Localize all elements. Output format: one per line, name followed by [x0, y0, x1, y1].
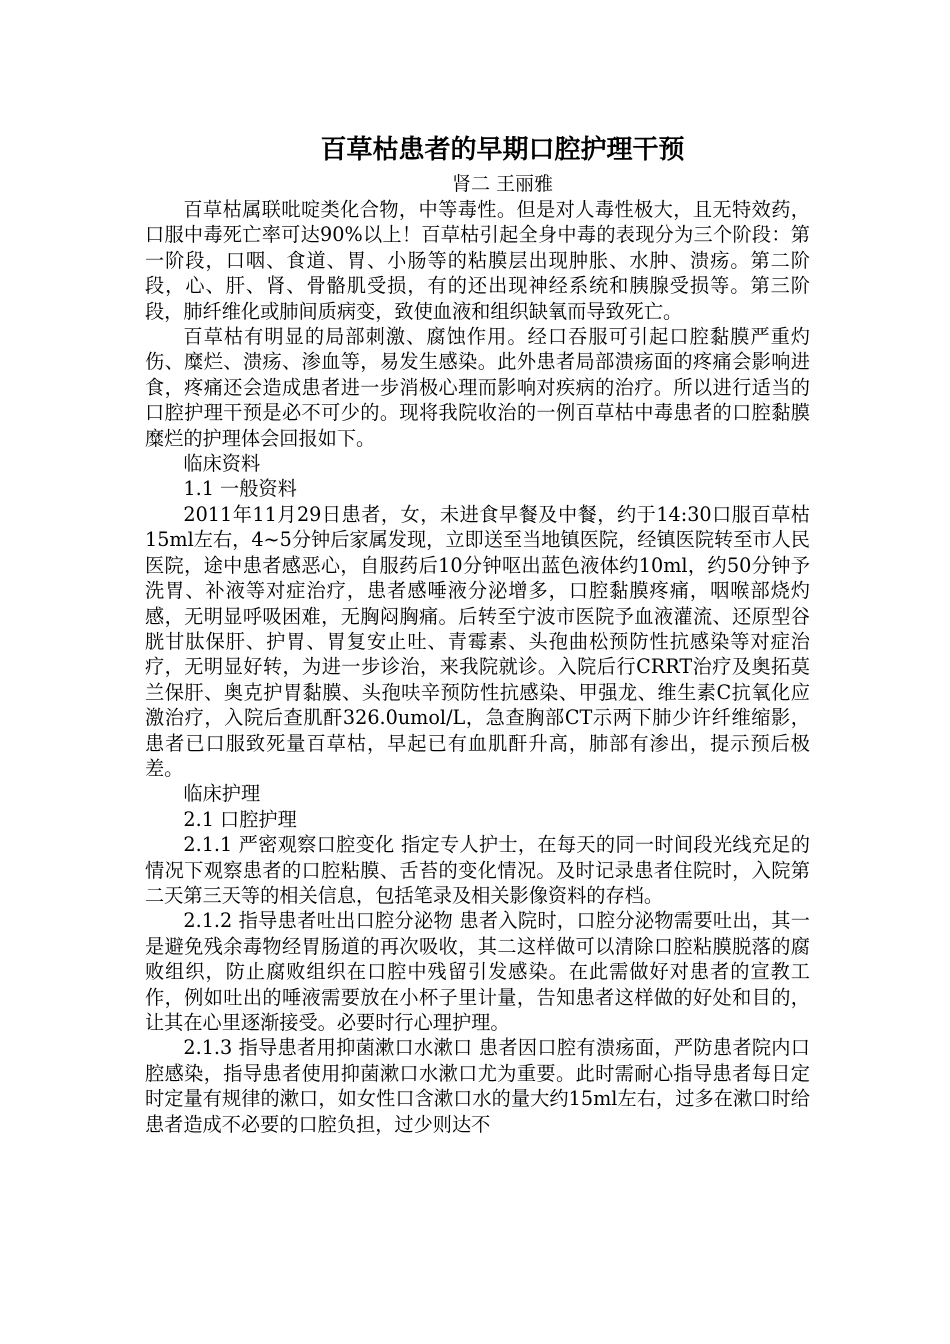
section-2-heading: 临床护理 — [183, 782, 261, 806]
intro-paragraph-1: 百草枯属联吡啶类化合物，中等毒性。但是对人毒性极大，且无特效药，口服中毒死亡率可达90%以上！百草枯引起全身中毒的表现分为三个阶段：第一阶段，口咽、食道、胃、小肠等的粘膜层出现肿胀、水肿、溃疡。第二阶段，心、肝、肾、骨骼肌受损，有的还出现神经系统和胰腺受损等。第三阶段，肺纤维化或肺间质病变，致使血液和组织缺氧而导致死亡。 — [145, 198, 810, 323]
section-1-1-heading: 1.1 一般资料 — [183, 477, 297, 501]
section-2-1-3-body: 2.1.3 指导患者用抑菌漱口水漱口 患者因口腔有溃疡面，严防患者院内口腔感染，指导患者使用抑菌漱口水漱口尤为重要。此时需耐心指导患者每日定时定量有规律的漱口，如女性口含漱口水的量大约15ml左右，过多在漱口时给患者造成不必要的口腔负担，过少则达不 — [145, 1036, 810, 1136]
document-page — [145, 128, 810, 1137]
section-2-1-1-body: 2.1.1 严密观察口腔变化 指定专人护士，在每天的同一时间段光线充足的情况下观察患者的口腔粘膜、舌苔的变化情况。及时记录患者住院时，入院第二天第三天等的相关信息，包括笔录及相关影像资料的存档。 — [145, 833, 810, 907]
section-2-1-heading: 2.1 口腔护理 — [183, 807, 297, 831]
section-1-heading: 临床资料 — [183, 452, 261, 476]
section-2-1-2-body: 2.1.2 指导患者吐出口腔分泌物 患者入院时，口腔分泌物需要吐出，其一是避免残余毒物经胃肠道的再次吸收，其二这样做可以清除口腔粘膜脱落的腐败组织，防止腐败组织在口腔中残留引发感染。在此需做好对患者的宣教工作，例如吐出的唾液需要放在小杯子里计量，告知患者这样做的好处和目的，让其在心里逐渐接受。必要时行心理护理。 — [145, 909, 810, 1034]
intro-paragraph-2: 百草枯有明显的局部刺激、腐蚀作用。经口吞服可引起口腔黏膜严重灼伤、糜烂、溃疡、渗血等，易发生感染。此外患者局部溃疡面的疼痛会影响进食，疼痛还会造成患者进一步消极心理而影响对疾病的治疗。所以进行适当的口腔护理干预是必不可少的。现将我院收治的一例百草枯中毒患者的口腔黏膜糜烂的护理体会回报如下。 — [145, 325, 810, 450]
document-title: 百草枯患者的早期口腔护理干预 — [320, 135, 685, 165]
section-1-1-body: 2011年11月29日患者，女，未进食早餐及中餐，约于14:30口服百草枯15ml左右，4~5分钟后家属发现，立即送至当地镇医院，经镇医院转至市人民医院，途中患者感恶心，自服药后10分钟呕出蓝色液体约10ml，约50分钟予洗胃、补液等对症治疗，患者感唾液分泌增多，口腔黏膜疼痛，咽喉部烧灼感，无明显呼吸困难，无胸闷胸痛。后转至宁波市医院予血液灌流、还原型谷胱甘肽保肝、护胃、胃复安止吐、青霉素、头孢曲松预防性抗感染等对症治疗，无明显好转，为进一步诊治，来我院就诊。入院后行CRRT治疗及奥拓莫兰保肝、奥克护胃黏膜、头孢呋辛预防性抗感染、甲强龙、维生素C抗氧化应激治疗，入院后查肌酐326.0umol/L，急查胸部CT示两下肺少许纤维缩影，患者已口服致死量百草枯，早起已有血肌酐升高，肺部有渗出，提示预后极差。 — [145, 502, 810, 780]
document-author: 肾二 王丽雅 — [451, 173, 554, 195]
